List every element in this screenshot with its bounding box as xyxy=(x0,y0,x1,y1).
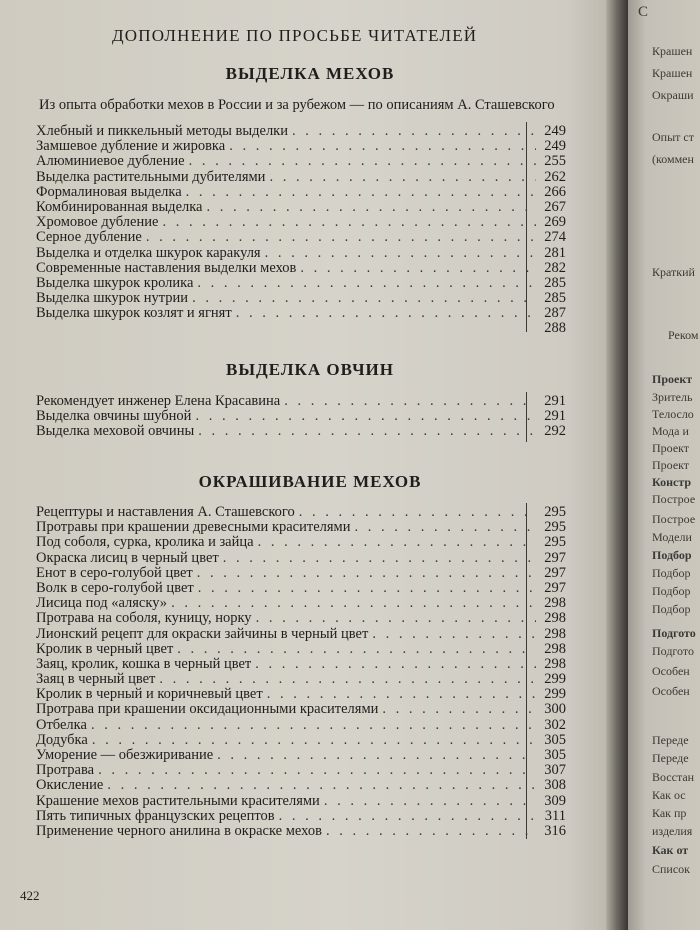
right-page-fragment: Проект xyxy=(652,458,690,472)
leader-dots xyxy=(91,718,536,733)
toc-entry-title: Заяц, кролик, кошка в черный цвет xyxy=(36,655,252,672)
leader-dots xyxy=(299,505,536,520)
leader-dots xyxy=(223,551,536,566)
toc-entry-title: Лионский рецепт для окраски зайчины в черный цвет xyxy=(36,625,369,642)
toc-page-number: 292 xyxy=(544,423,566,440)
toc-list-fur-dressing xyxy=(36,124,566,337)
leader-dots xyxy=(186,185,536,200)
right-page-fragment: Как ос xyxy=(652,788,686,802)
toc-entry xyxy=(36,394,566,409)
section-intro: Из опыта обработки мехов в России и за рубежом — по описаниям А. Сташевского xyxy=(39,97,555,113)
toc-page-number: 291 xyxy=(544,393,566,409)
right-page-fragment: Мода и xyxy=(652,424,689,438)
toc-entry-title: Хромовое дубление xyxy=(36,214,159,231)
leader-dots xyxy=(98,763,536,778)
leader-dots xyxy=(229,139,536,154)
leader-dots xyxy=(255,657,536,672)
right-page-fragment: Проект xyxy=(652,441,690,455)
toc-page-number: 295 xyxy=(544,504,566,520)
toc-entry-title: Кролик в черный цвет xyxy=(36,640,174,657)
toc-entry xyxy=(36,627,566,642)
toc-page-number: 298 xyxy=(544,625,566,642)
toc-entry xyxy=(36,520,566,535)
leader-dots xyxy=(269,170,536,185)
right-page-fragment: Подбор xyxy=(652,602,691,616)
right-page xyxy=(628,0,700,930)
toc-entry xyxy=(36,424,566,439)
toc-entry xyxy=(36,535,566,550)
toc-entry xyxy=(36,733,566,748)
toc-entry-title: Уморение — обезжиривание xyxy=(36,747,214,763)
toc-page-number: 305 xyxy=(544,747,566,763)
toc-entry-title: Комбинированная выделка xyxy=(36,198,203,215)
leader-dots xyxy=(326,824,536,839)
leader-dots xyxy=(195,409,536,424)
toc-entry-title: Применение черного анилина в окраске мехов xyxy=(36,822,322,839)
toc-entry-title: Выделка шкурок нутрии xyxy=(36,290,189,307)
right-page-fragment: Опыт ст xyxy=(652,130,694,144)
toc-entry xyxy=(36,154,566,169)
leader-dots xyxy=(256,611,536,626)
leader-dots xyxy=(146,230,536,245)
toc-entry-title: Волк в серо-голубой цвет xyxy=(36,579,194,596)
toc-page-number: 316 xyxy=(544,822,566,839)
leader-dots xyxy=(189,154,536,169)
leader-dots xyxy=(92,733,536,748)
toc-entry-title: Серное дубление xyxy=(36,229,142,246)
leader-dots xyxy=(265,246,536,261)
toc-page-number: 285 xyxy=(544,290,566,307)
section-title-fur-dyeing: ОКРАШИВАНИЕ МЕХОВ xyxy=(198,472,422,491)
toc-page-number: 297 xyxy=(544,564,566,581)
page-number: 422 xyxy=(20,888,40,903)
toc-entry xyxy=(36,200,566,215)
toc-entry xyxy=(36,139,566,154)
right-page-fragment: Построе xyxy=(652,512,696,526)
toc-entry-title: Заяц в черный цвет xyxy=(36,671,156,688)
toc-entry xyxy=(36,321,566,336)
toc-entry-title: Выделка растительными дубителями xyxy=(36,168,266,185)
toc-entry xyxy=(36,566,566,581)
leader-dots xyxy=(198,581,536,596)
toc-entry xyxy=(36,687,566,702)
right-page-fragment: Переде xyxy=(652,733,689,747)
toc-entry-title: Выделка меховой овчины xyxy=(36,423,195,440)
toc-entry-title: Окраска лисиц в черный цвет xyxy=(36,549,219,566)
toc-page-number: 249 xyxy=(544,123,566,139)
toc-page-number: 266 xyxy=(544,183,566,200)
right-page-fragment: Подбор xyxy=(652,548,692,562)
leader-dots xyxy=(107,778,536,793)
right-page-fragment: Реком xyxy=(668,328,699,342)
toc-entry xyxy=(36,794,566,809)
toc-page-number: 298 xyxy=(544,640,566,657)
leader-dots xyxy=(207,200,537,215)
right-page-fragment: Зритель xyxy=(652,390,693,404)
toc-entry xyxy=(36,276,566,291)
toc-entry xyxy=(36,230,566,245)
toc-page-number: 298 xyxy=(544,610,566,627)
right-page-fragment: Как от xyxy=(652,843,689,857)
toc-entry xyxy=(36,657,566,672)
right-page-fragment: С xyxy=(638,4,649,20)
right-page-fragment: Окраши xyxy=(652,88,694,102)
leader-dots xyxy=(197,566,536,581)
right-page-fragment: Восстан xyxy=(652,770,695,784)
toc-entry-title: Выделка шкурок кролика xyxy=(36,274,194,291)
toc-page-number: 262 xyxy=(544,168,566,185)
toc-entry-title: Лисица под «аляску» xyxy=(36,595,168,612)
leader-dots xyxy=(198,424,536,439)
toc-entry xyxy=(36,809,566,824)
leader-dots xyxy=(171,596,536,611)
leader-dots xyxy=(300,261,536,276)
toc-entry-title: Протравы при крашении древесными красителями xyxy=(36,519,351,536)
toc-entry xyxy=(36,170,566,185)
right-page-fragment: изделия xyxy=(652,824,693,838)
toc-entry xyxy=(36,718,566,733)
right-page-fragment: (коммен xyxy=(652,152,694,166)
right-page-fragment: Подбор xyxy=(652,584,691,598)
right-page-fragment: Крашен xyxy=(652,66,693,80)
leader-dots xyxy=(382,702,536,717)
toc-page-number: 282 xyxy=(544,259,566,276)
toc-entry-title: Протрава xyxy=(36,762,95,779)
toc-entry xyxy=(36,185,566,200)
leader-dots xyxy=(267,687,536,702)
page-title: ДОПОЛНЕНИЕ ПО ПРОСЬБЕ ЧИТАТЕЛЕЙ xyxy=(112,26,478,45)
toc-entry xyxy=(36,596,566,611)
toc-entry-title: Протрава на соболя, куницу, норку xyxy=(36,610,252,627)
toc-entry xyxy=(36,702,566,717)
toc-page-number: 287 xyxy=(544,305,566,322)
leader-dots xyxy=(372,627,536,642)
right-page-fragment: Построе xyxy=(652,492,696,506)
toc-entry xyxy=(36,642,566,657)
toc-page-number: 288 xyxy=(544,320,566,337)
toc-entry xyxy=(36,124,566,139)
toc-entry xyxy=(36,409,566,424)
toc-page-number: 299 xyxy=(544,671,566,688)
toc-entry xyxy=(36,778,566,793)
toc-entry xyxy=(36,215,566,230)
right-page-fragment: Подбор xyxy=(652,566,691,580)
toc-page-number: 285 xyxy=(544,274,566,291)
toc-page-number: 297 xyxy=(544,549,566,566)
toc-entry-title: Выделка шкурок козлят и ягнят xyxy=(36,305,232,322)
toc-page-number: 295 xyxy=(544,534,566,551)
toc-page-number: 249 xyxy=(544,138,566,155)
toc-page-number: 302 xyxy=(544,716,566,733)
leader-dots xyxy=(284,394,536,409)
toc-entry xyxy=(36,824,566,839)
right-page-fragment: Констр xyxy=(652,475,692,489)
toc-entry xyxy=(36,763,566,778)
leader-dots xyxy=(292,124,536,139)
leader-dots xyxy=(279,809,536,824)
leader-dots xyxy=(217,748,536,763)
toc-page-number: 298 xyxy=(544,595,566,612)
toc-entry-title: Протрава при крашении оксидационными красителями xyxy=(36,701,379,718)
toc-entry xyxy=(36,581,566,596)
toc-entry xyxy=(36,246,566,261)
leader-dots xyxy=(324,794,536,809)
toc-entry-title: Выделка овчины шубной xyxy=(36,408,192,425)
toc-entry-title: Под соболя, сурка, кролика и зайца xyxy=(36,534,254,551)
leader-dots xyxy=(197,276,536,291)
right-page-fragment: Подгото xyxy=(652,644,694,658)
toc-page-number: 311 xyxy=(544,807,566,824)
toc-entry xyxy=(36,611,566,626)
right-page-fragment: Список xyxy=(652,862,691,876)
toc-entry xyxy=(36,291,566,306)
toc-entry-title: Енот в серо-голубой цвет xyxy=(36,564,193,581)
toc-entry-title: Рекомендует инженер Елена Красавина xyxy=(36,393,281,409)
toc-entry xyxy=(36,672,566,687)
toc-page-number: 274 xyxy=(544,229,566,246)
leader-dots xyxy=(192,291,536,306)
right-page-fragment: Телосло xyxy=(652,407,694,421)
toc-entry xyxy=(36,551,566,566)
leader-dots xyxy=(354,520,536,535)
toc-list-sheepskin-dressing xyxy=(36,394,566,440)
toc-page-number: 300 xyxy=(544,701,566,718)
toc-page-number: 255 xyxy=(544,153,566,170)
toc-entry-title: Отбелка xyxy=(36,716,87,733)
toc-page-number: 295 xyxy=(544,519,566,536)
leader-dots xyxy=(162,215,536,230)
toc-entry-title: Алюминиевое дубление xyxy=(36,153,185,170)
toc-page-number: 297 xyxy=(544,579,566,596)
toc-page-number: 298 xyxy=(544,655,566,672)
column-rule xyxy=(526,503,527,839)
right-page-fragment: Крашен xyxy=(652,44,693,58)
toc-page-number: 281 xyxy=(544,244,566,261)
toc-page-number: 299 xyxy=(544,686,566,703)
leader-dots xyxy=(177,642,536,657)
right-page-fragment: Как пр xyxy=(652,806,687,820)
toc-entry xyxy=(36,261,566,276)
toc-entry-title: Крашение мехов растительными красителями xyxy=(36,792,320,809)
toc-page-number: 267 xyxy=(544,198,566,215)
right-page-fragment: Проект xyxy=(652,372,693,386)
right-page-fragment: Модели xyxy=(652,530,692,544)
column-rule xyxy=(526,392,527,442)
right-page-fragment: Краткий xyxy=(652,265,695,279)
leader-dots xyxy=(236,306,536,321)
section-title-fur-dressing: ВЫДЕЛКА МЕХОВ xyxy=(225,64,395,83)
toc-page-number: 269 xyxy=(544,214,566,231)
toc-entry-title: Окисление xyxy=(36,777,104,794)
toc-page-number: 307 xyxy=(544,762,566,779)
toc-entry-title: Замшевое дубление и жировка xyxy=(36,138,226,155)
toc-entry-title: Современные наставления выделки мехов xyxy=(36,259,297,276)
toc-page-number: 291 xyxy=(544,408,566,425)
toc-entry-title: Кролик в черный и коричневый цвет xyxy=(36,686,263,703)
section-title-sheepskin-dressing: ВЫДЕЛКА ОВЧИН xyxy=(225,360,394,379)
toc-page-number: 308 xyxy=(544,777,566,794)
right-page-fragment: Особен xyxy=(652,664,690,678)
right-page-fragment: Подгото xyxy=(652,626,696,640)
toc-entry-title: Рецептуры и наставления А. Сташевского xyxy=(36,504,295,520)
right-page-fragment: Особен xyxy=(652,684,690,698)
toc-entry xyxy=(36,505,566,520)
leader-dots xyxy=(159,672,536,687)
column-rule xyxy=(526,122,527,332)
toc-entry-title: Пять типичных французских рецептов xyxy=(36,807,275,824)
toc-entry xyxy=(36,748,566,763)
right-page-fragment: Переде xyxy=(652,751,689,765)
toc-list-fur-dyeing xyxy=(36,505,566,839)
toc-entry-title: Хлебный и пиккельный методы выделки xyxy=(36,123,288,139)
toc-page-number: 305 xyxy=(544,731,566,748)
toc-entry-title: Выделка и отделка шкурок каракуля xyxy=(36,244,261,261)
toc-entry-title: Додубка xyxy=(36,731,88,748)
leader-dots xyxy=(258,535,536,550)
book-gutter xyxy=(606,0,630,930)
toc-entry xyxy=(36,306,566,321)
toc-entry-title: Формалиновая выделка xyxy=(36,183,182,200)
toc-page-number: 309 xyxy=(544,792,566,809)
